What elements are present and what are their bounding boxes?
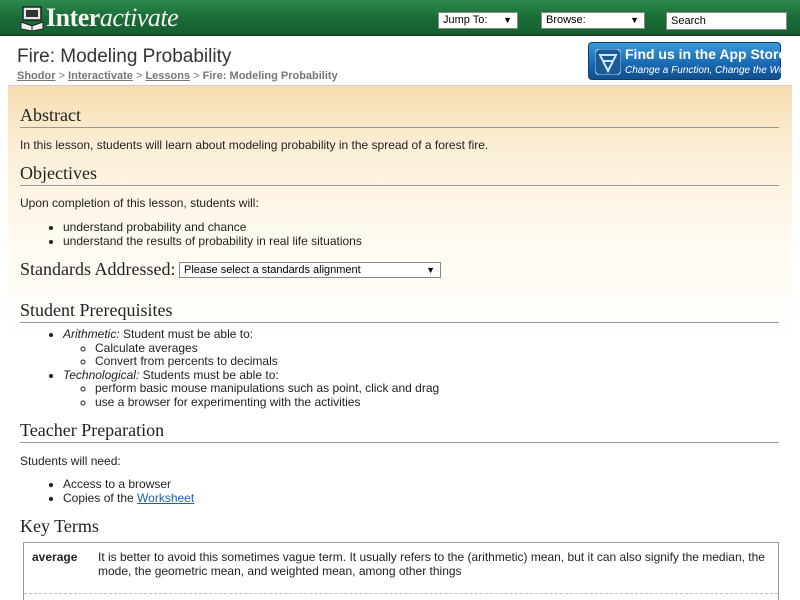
term-definition: It is better to avoid this sometimes vague term. It usually refers to the (arithmetic) mean, but it can also signify the median, the mode, the geometric mean, and weighted mean, among other things	[98, 550, 765, 578]
objectives-heading: Objectives	[20, 163, 779, 186]
list-item: • Access to a browser	[63, 478, 194, 492]
teacher-prep-intro: Students will need:	[20, 454, 121, 468]
search-input[interactable]: Search	[666, 12, 787, 30]
breadcrumb-current: Fire: Modeling Probability	[202, 70, 338, 82]
term-word: average	[32, 550, 78, 564]
browse-dropdown[interactable]	[541, 12, 645, 29]
key-terms-table	[23, 542, 779, 600]
list-item: ◦ Convert from percents to decimals	[95, 355, 439, 369]
teacher-prep-list	[63, 478, 194, 505]
app-store-banner[interactable]	[588, 42, 796, 80]
prereq-label: Arithmetic:	[63, 327, 120, 341]
prerequisites-list	[63, 328, 439, 409]
app-store-tagline: Change a Function, Change the World	[625, 65, 796, 76]
breadcrumb-lessons[interactable]: Lessons	[145, 70, 191, 82]
breadcrumb-interactivate[interactable]: Interactivate	[68, 70, 133, 82]
chevron-down-icon: ▼	[630, 15, 639, 25]
list-item: ◦ perform basic mouse manipulations such as point, click and drag	[95, 382, 439, 396]
prereq-text: Student must be able to:	[119, 327, 254, 341]
jump-to-dropdown[interactable]	[438, 12, 518, 29]
standards-select[interactable]	[179, 262, 441, 278]
top-nav-bar	[0, 0, 800, 36]
teacher-prep-heading: Teacher Preparation	[20, 420, 779, 443]
breadcrumb	[17, 70, 338, 82]
interactivate-logo[interactable]	[20, 4, 178, 32]
app-store-title: Find us in the App Store.	[625, 46, 791, 62]
browse-label: Browse:	[546, 14, 586, 26]
list-item: • understand the results of probability in real life situations	[63, 235, 362, 249]
list-item: • understand probability and chance	[63, 221, 362, 235]
list-item-text: Copies of the	[63, 490, 138, 505]
breadcrumb-separator: >	[58, 70, 65, 82]
jump-to-label: Jump To:	[443, 14, 488, 26]
chevron-down-icon: ▼	[426, 265, 435, 275]
list-item	[63, 492, 194, 506]
breadcrumb-separator: >	[135, 70, 143, 82]
prerequisites-heading: Student Prerequisites	[20, 300, 779, 323]
list-item	[63, 369, 439, 410]
prereq-text: Students must be able to:	[139, 367, 279, 382]
objectives-intro: Upon completion of this lesson, students will:	[20, 196, 259, 210]
objectives-list	[63, 221, 362, 248]
chevron-down-icon: ▼	[503, 15, 512, 25]
app-logo-icon	[595, 49, 621, 75]
list-item: ◦ Calculate averages	[95, 342, 439, 356]
worksheet-link[interactable]: Worksheet	[137, 490, 195, 505]
book-computer-icon	[20, 5, 44, 31]
standards-select-value: Please select a standards alignment	[184, 264, 361, 276]
standards-heading: Standards Addressed:	[20, 259, 176, 279]
logo-text: Interactivate	[46, 3, 179, 32]
list-item	[63, 328, 439, 369]
breadcrumb-shodor[interactable]: Shodor	[17, 70, 56, 82]
list-item: ◦ use a browser for experimenting with the activities	[95, 396, 439, 410]
term-divider	[24, 593, 778, 594]
prereq-label: Technological:	[63, 367, 140, 382]
key-terms-heading: Key Terms	[20, 516, 99, 536]
breadcrumb-separator: >	[193, 70, 200, 82]
abstract-text: In this lesson, students will learn about modeling probability in the spread of a forest fire.	[20, 138, 489, 152]
page-title: Fire: Modeling Probability	[17, 46, 232, 67]
page-header	[8, 38, 796, 85]
abstract-heading: Abstract	[20, 105, 779, 128]
lesson-content	[8, 85, 792, 600]
